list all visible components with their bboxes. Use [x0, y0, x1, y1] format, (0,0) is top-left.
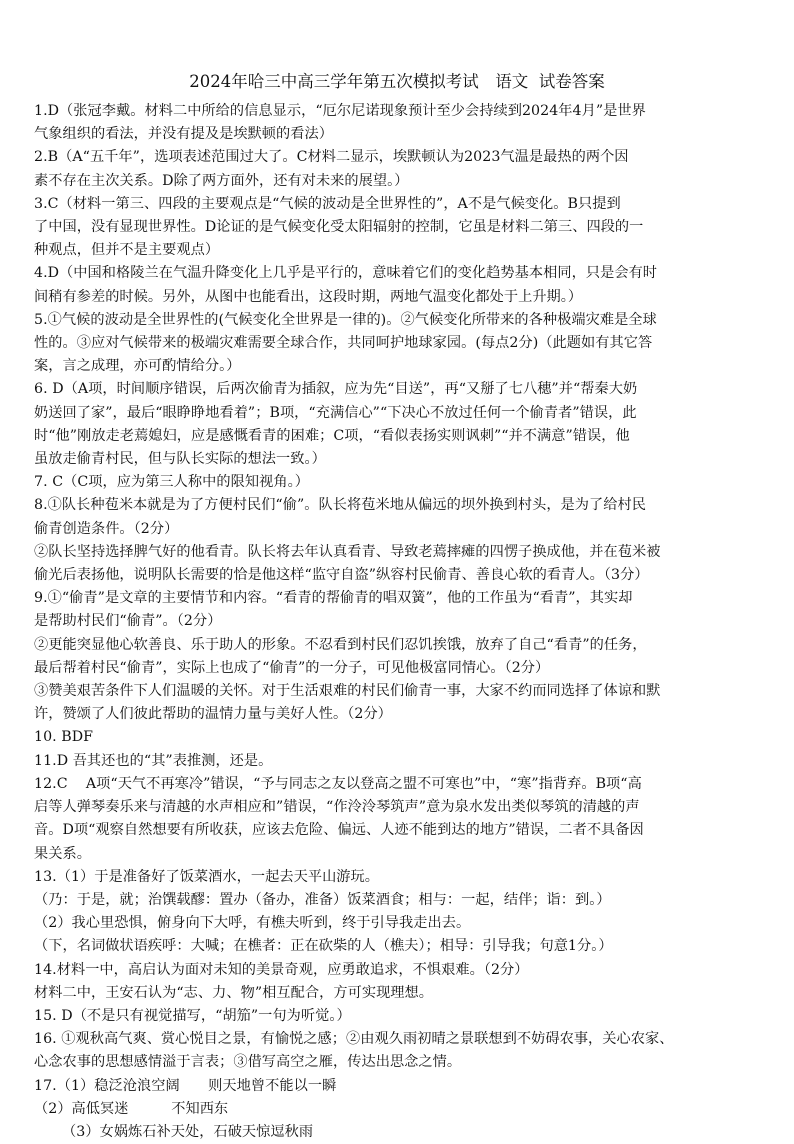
answer-text-body [34, 100, 760, 1144]
text-line: 4.D（中国和格陵兰在气温升降变化上几乎是平行的，意味着它们的变化趋势基本相同，只是会有时 [34, 265, 658, 282]
page-title: 2024年哈三中高三学年第五次模拟考试 语文 试卷答案 [189, 72, 605, 91]
text-line: 许，赞颂了人们彼此帮助的温情力量与美好人性。（2分） [34, 706, 392, 723]
text-line: 11.D 吾其还也的“其”表推测，还是。 [34, 752, 273, 769]
text-line: 3.C（材料一第三、四段的主要观点是“气候的波动是全世界性的”，A不是气候变化。B只提到 [34, 195, 621, 212]
text-line: 5.①气候的波动是全世界性的(气候变化全世界是一律的)。②气候变化所带来的各种极端灾难是全球 [34, 311, 657, 328]
text-line: 奶送回了家”，最后“眼睁睁地看着”；B项，“充满信心”“下决心不放过任何一个偷青者”错误，此 [34, 404, 637, 421]
text-line: 17.（1）稳泛沧浪空阔 则天地曾不能以一瞬 [34, 1077, 337, 1094]
text-line: 是帮助村民们“偷青”。（2分） [34, 613, 222, 630]
text-line: 种观点，但并不是主要观点） [34, 242, 220, 259]
text-line: 性的。③应对气候带来的极端灾难需要全球合作，共同呵护地球家园。(每点2分)（此题如有其它答 [34, 335, 653, 352]
text-line: 16. ①观秋高气爽、赏心悦目之景，有愉悦之感；②由观久雨初晴之景联想到不妨碍农事，关心农家、 [34, 1031, 674, 1048]
text-line: ③赞美艰苦条件下人们温暖的关怀。对于生活艰难的村民们偷青一事，大家不约而同选择了体谅和默 [34, 683, 661, 700]
text-line: 最后帮着村民“偷青”，实际上也成了“偷青”的一分子，可见他极富同情心。（2分） [34, 659, 550, 676]
text-line: ②队长坚持选择脾气好的他看青。队长将去年认真看青、导致老蔫摔瘫的四愣子换成他，并在苞米被 [34, 543, 661, 560]
text-line: 1.D（张冠李戴。材料二中所给的信息显示，“厄尔尼诺现象预计至少会持续到2024年4月”是世界 [34, 103, 646, 119]
text-line: （下，名词做状语疾呼：大喊；在樵者：正在砍柴的人（樵夫）；相导：引导我；句意1分。） [34, 938, 613, 955]
text-line: 2.B（A“五千年”，选项表述范围过大了。C材料二显示，埃默顿认为2023气温是最热的两个因 [34, 149, 629, 166]
text-line: 音。D项“观察自然想要有所收获，应该去危险、偏远、人迹不能到达的地方”错误，二者不具备因 [34, 822, 644, 839]
text-line: ②更能突显他心软善良、乐于助人的形象。不忍看到村民们忍饥挨饿，放弃了自己“看青”的任务， [34, 636, 647, 653]
text-line: 了中国，没有显现世界性。D论证的是气候变化受太阳辐射的控制，它虽是材料二第三、四段的一 [34, 219, 644, 236]
text-line: （3）女娲炼石补天处，石破天惊逗秋雨 [62, 1123, 314, 1140]
text-line: 9.①“偷青”是文章的主要情节和内容。“看青的帮偷青的唱双簧”，他的工作虽为“看青”，其实却 [34, 590, 633, 607]
text-line: 气象组织的看法，并没有提及是埃默顿的看法） [34, 126, 333, 143]
text-line: 虽放走偷青村民，但与队长实际的想法一致。） [34, 451, 326, 468]
text-line: 8.①队长种苞米本就是为了方便村民们“偷”。队长将苞米地从偏远的坝外换到村头，是为了给村民 [34, 497, 646, 514]
text-line: 偷青创造条件。（2分） [34, 520, 179, 537]
text-line: 间稍有参差的时候。另外，从图中也能看出，这段时期，两地气温变化都处于上升期。） [34, 288, 583, 305]
text-line: 素不存在主次关系。D除了两方面外，还有对未来的展望。） [34, 172, 409, 189]
text-line: 12.C A项“天气不再寒冷”错误，“予与同志之友以登高之盟不可寒也”中，“寒”指背弃。B项“高 [34, 775, 642, 792]
text-line: 15. D（不是只有视觉描写，“胡笳”一句为听觉。） [34, 1007, 351, 1024]
text-line: 偷光后表扬他，说明队长需要的恰是他这样“监守自盗”纵容村民偷青、善良心软的看青人。（3分） [34, 567, 649, 584]
text-line: （2）高低冥迷 不知西东 [34, 1100, 229, 1117]
text-line: （乃：于是，就；治馔载醪：置办（备办，准备）饭菜酒食；相与：一起，结伴；诣：到。） [34, 891, 611, 908]
text-line: 案，言之成理，亦可酌情给分。） [34, 358, 241, 375]
text-line: 13.（1）于是准备好了饭菜酒水，一起去天平山游玩。 [34, 868, 380, 885]
text-line: 7. C（C项，应为第三人称中的限知视角。） [34, 474, 309, 491]
text-line: 果关系。 [34, 845, 91, 862]
text-line: 6. D（A项，时间顺序错误，后两次偷青为插叙，应为先“目送”，再“又掰了七八穗”并“帮秦大奶 [34, 381, 638, 398]
text-line: 材料二中，王安石认为“志、力、物”相互配合，方可实现理想。 [34, 984, 434, 1001]
text-line: 时“他”刚放走老蔫媳妇，应是感慨看青的困难；C项，“看似表扬实则讽刺”“并不满意”错误，他 [34, 427, 630, 444]
text-line: 启等人弹琴奏乐来与清越的水声相应和”错误，“作泠泠琴筑声”意为泉水发出类似琴筑的清越的声 [34, 799, 640, 816]
text-line: 14.材料一中，高启认为面对未知的美景奇观，应勇敢追求，不惧艰难。（2分） [34, 961, 529, 978]
text-line: 10. BDF [34, 729, 94, 746]
text-line: （2）我心里恐惧，俯身向下大呼，有樵夫听到，终于引导我走出去。 [34, 915, 471, 932]
text-line: 心念农事的思想感情溢于言表；③借写高空之雁，传达出思念之情。 [34, 1054, 462, 1071]
